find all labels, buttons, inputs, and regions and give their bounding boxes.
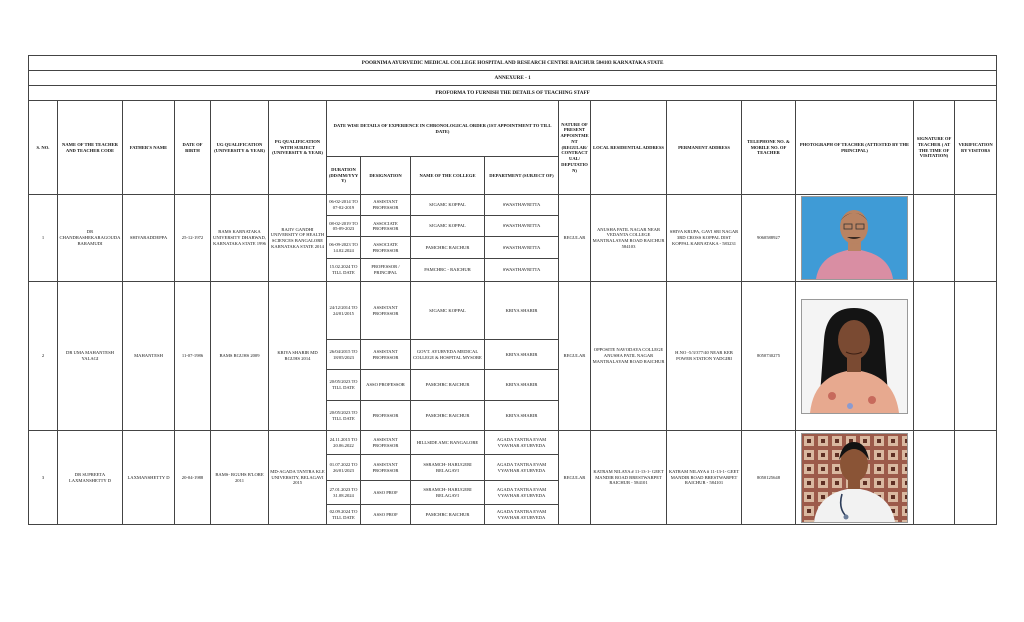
teacher-local-address: OPPOSITE NAVODAYA COLLEGE ANUSHA PATIL NAGAR MANTRALAYAM ROAD RAICHUR bbox=[591, 282, 667, 431]
exp-college: SJGAMC KOPPAL bbox=[411, 216, 485, 237]
teacher-name: DR SUPREETA LAXMANSHETTY D bbox=[58, 431, 123, 525]
header-college: NAME OF THE COLLEGE bbox=[411, 157, 485, 195]
signature-cell[interactable] bbox=[914, 195, 955, 282]
teacher-local-address: ANUSHA PATIL NAGAR NEAR VEDANTA COLLEGE MANTRALAYAM ROAD RAICHUR 584103 bbox=[591, 195, 667, 282]
teacher-ug: BAMS RGUHS 2009 bbox=[211, 282, 269, 431]
exp-college: GOVT. AYURVEDA MEDICAL COLLEGE & HOSPITAL MYSORE bbox=[411, 340, 485, 370]
exp-designation: ASSOCIATE PROFESSOR bbox=[361, 237, 411, 258]
teacher-photo bbox=[801, 299, 908, 414]
teacher-dob: 20-04-1988 bbox=[175, 431, 211, 525]
exp-duration: 20/05/2023 TO TILL DATE bbox=[327, 370, 361, 401]
exp-department: SWASTHAVRITTA bbox=[485, 237, 559, 258]
exp-duration: 02.09.2024 TO TILL DATE bbox=[327, 505, 361, 525]
teacher-photo-cell bbox=[796, 282, 914, 431]
header-duration: DURATION (DD/MM/YYYY) bbox=[327, 157, 361, 195]
header-phone: TELEPHONE NO. & MOBILE NO. OF TEACHER bbox=[742, 101, 796, 195]
exp-duration: 20/05/2023 TO TILL DATE bbox=[327, 401, 361, 431]
teacher-dob: 25-12-1972 bbox=[175, 195, 211, 282]
teacher-photo bbox=[801, 196, 908, 280]
exp-duration: 24/12/2014 TO 24/01/2015 bbox=[327, 282, 361, 340]
teacher-father: SHIVARADDEPPA bbox=[123, 195, 175, 282]
teacher-local-address: KATRAM NILAYA # 11-13-1- GEET MANDIR ROAD BRESTWARPET RAICHUR - 584101 bbox=[591, 431, 667, 525]
verification-cell[interactable] bbox=[955, 282, 997, 431]
exp-college: SSRAMCH- HARUGERI BELAGAVI bbox=[411, 455, 485, 481]
exp-department: AGADA TANTRA EVAM VYAVHAR AYURVEDA bbox=[485, 455, 559, 481]
exp-college: SJGAMC KOPPAL bbox=[411, 282, 485, 340]
exp-designation: ASSO PROF bbox=[361, 505, 411, 525]
exp-duration: 06-09-2023 TO 14.02.2024 bbox=[327, 237, 361, 258]
header-pg: PG QUALIFICATION WITH SUBJECT (UNIVERSITY & YEAR) bbox=[269, 101, 327, 195]
exp-college: SJGAMC KOPPAL bbox=[411, 195, 485, 216]
teacher-phone: 9060588927 bbox=[742, 195, 796, 282]
exp-college: PAMCHRC RAICHUR bbox=[411, 237, 485, 258]
teacher-ug: BAMS- RGUHS B'LORE 2011 bbox=[211, 431, 269, 525]
teacher-pg: KRIYA SHARIR MD RGUHS 2014 bbox=[269, 282, 327, 431]
exp-department: AGADA TANTRA EVAM VYAVHAR AYURVEDA bbox=[485, 481, 559, 505]
exp-duration: 27.01.2023 TO 31.08.2024 bbox=[327, 481, 361, 505]
teacher-permanent-address: H.NO -5/3/377/40 NEAR KEB POWER STATION YADGIRI bbox=[667, 282, 742, 431]
table-row bbox=[29, 195, 997, 216]
exp-designation: ASSISTANT PROFESSOR bbox=[361, 340, 411, 370]
header-name: NAME OF THE TEACHER AND TEACHER CODE bbox=[58, 101, 123, 195]
verification-cell[interactable] bbox=[955, 195, 997, 282]
proforma-title: PROFORMA TO FURNISH THE DETAILS OF TEACHING STAFF bbox=[29, 86, 997, 101]
exp-duration: 26/04/2015 TO 18/05/2023 bbox=[327, 340, 361, 370]
table-row bbox=[29, 282, 997, 340]
teacher-permanent-address: SHIVA KRUPA, GAVI SRI NAGAR 3RD CROSS KOPPAL DIST KOPPAL KARNATAKA - 583231 bbox=[667, 195, 742, 282]
exp-designation: ASSISTANT PROFESSOR bbox=[361, 195, 411, 216]
header-local-address: LOCAL RESIDENTIAL ADDRESS bbox=[591, 101, 667, 195]
header-verification: VERIFICATION BY VISITORS bbox=[955, 101, 997, 195]
header-nature: NATURE OF PRESENT APPOINTMENT (REGULAR/ CONTRACTUAL/ DEPUTATION) bbox=[559, 101, 591, 195]
teacher-photo-cell bbox=[796, 195, 914, 282]
teacher-name: DR UMA MAHANTESH YALAGI bbox=[58, 282, 123, 431]
teacher-nature: REGULAR bbox=[559, 431, 591, 525]
teacher-ug: BAMS KARNATAKA UNIVERSITY DHARWAD, KARNATAKA STATE 1996 bbox=[211, 195, 269, 282]
exp-department: AGADA TANTRA EVAM VYAVHAR AYURVEDA bbox=[485, 505, 559, 525]
exp-designation: PROFESSOR / PRINCIPAL bbox=[361, 258, 411, 281]
signature-cell[interactable] bbox=[914, 431, 955, 525]
header-dob: DATE OF BIRTH bbox=[175, 101, 211, 195]
exp-college: PAMCHRC - RAICHUR bbox=[411, 258, 485, 281]
header-father: FATHER'S NAME bbox=[123, 101, 175, 195]
teacher-pg: RAJIV GANDHI UNIVERSITY OF HEALTH SCIENCES BANGALORE KARNATAKA STATE 2014 bbox=[269, 195, 327, 282]
teacher-photo bbox=[801, 433, 908, 523]
exp-designation: PROFESSOR bbox=[361, 401, 411, 431]
header-experience: DATE WISE DETAILS OF EXPERIENCE IN CHRONOLOGICAL ORDER (1ST APPOINTMENT TO TILL DATE) bbox=[327, 101, 559, 157]
exp-designation: ASSISTANT PROFESSOR bbox=[361, 282, 411, 340]
exp-designation: ASSO PROFESSOR bbox=[361, 370, 411, 401]
teacher-name: DR CHANDRASHEKARAGOUDA BARAMUDI bbox=[58, 195, 123, 282]
teacher-nature: REGULAR bbox=[559, 195, 591, 282]
signature-cell[interactable] bbox=[914, 282, 955, 431]
teacher-father: LAXMANSHETTY D bbox=[123, 431, 175, 525]
exp-college: HILLSIDE AMC BANGALORE bbox=[411, 431, 485, 455]
exp-designation: ASSO PROF bbox=[361, 481, 411, 505]
verification-cell[interactable] bbox=[955, 431, 997, 525]
exp-duration: 08-02-2019 TO 05-09-2023 bbox=[327, 216, 361, 237]
header-designation: DESIGNATION bbox=[361, 157, 411, 195]
teacher-sno: 3 bbox=[29, 431, 58, 525]
exp-department: KRIYA SHARIR bbox=[485, 282, 559, 340]
exp-college: SSRAMCH- HARUGERI BELAGAVI bbox=[411, 481, 485, 505]
exp-designation: ASSOCIATE PROFESSOR bbox=[361, 216, 411, 237]
header-department: DEPARTMENT (SUBJECT OF) bbox=[485, 157, 559, 195]
exp-department: SWASTHAVRITTA bbox=[485, 195, 559, 216]
header-sno: S. NO. bbox=[29, 101, 58, 195]
table-row bbox=[29, 431, 997, 455]
exp-department: SWASTHAVRITTA bbox=[485, 216, 559, 237]
exp-college: PAMCHRC RAICHUR bbox=[411, 401, 485, 431]
header-photo: PHOTOGRAPH OF TEACHER (ATTESTED BY THE PRINCIPAL) bbox=[796, 101, 914, 195]
teacher-father: MAHANTESH bbox=[123, 282, 175, 431]
institution-title: POORNIMA AYURVEDIC MEDICAL COLLEGE HOSPITAL AND RESEARCH CENTRE RAICHUR 584103 KARNATAKA STATE bbox=[29, 56, 997, 71]
teacher-sno: 1 bbox=[29, 195, 58, 282]
header-ug: UG QUALIFICATION (UNIVERSITY & YEAR) bbox=[211, 101, 269, 195]
exp-duration: 24.11.2015 TO 20.06.2022 bbox=[327, 431, 361, 455]
teacher-phone: 8050125648 bbox=[742, 431, 796, 525]
teacher-phone: 8050730275 bbox=[742, 282, 796, 431]
teaching-staff-table bbox=[28, 55, 997, 525]
teacher-pg: MD-AGADA TANTRA KLE UNIVERSITY, BELAGAVI 2015 bbox=[269, 431, 327, 525]
teacher-dob: 11-07-1986 bbox=[175, 282, 211, 431]
exp-department: KRIYA SHARIR bbox=[485, 340, 559, 370]
teacher-photo-cell bbox=[796, 431, 914, 525]
exp-department: KRIYA SHARIR bbox=[485, 370, 559, 401]
exp-designation: ASSISTANT PROFESSOR bbox=[361, 431, 411, 455]
exp-college: PAMCHRC RAICHUR bbox=[411, 505, 485, 525]
exp-duration: 01.07.2022 TO 26/01/2023 bbox=[327, 455, 361, 481]
annexure-label: ANNEXURE - 1 bbox=[29, 71, 997, 86]
header-permanent-address: PERMANENT ADDRESS bbox=[667, 101, 742, 195]
teacher-permanent-address: KATRAM NILAYA # 11-13-1- GEET MANDIR ROAD BRESTWARPET RAICHUR - 584101 bbox=[667, 431, 742, 525]
exp-department: SWASTHAVRITTA bbox=[485, 258, 559, 281]
exp-college: PAMCHRC RAICHUR bbox=[411, 370, 485, 401]
header-signature: SIGNATURE OF TEACHER ( AT THE TIME OF VISITATION) bbox=[914, 101, 955, 195]
teacher-nature: REGULAR bbox=[559, 282, 591, 431]
exp-department: KRIYA SHARIR bbox=[485, 401, 559, 431]
exp-designation: ASSISTANT PROFESSOR bbox=[361, 455, 411, 481]
exp-department: AGADA TANTRA EVAM VYAVHAR AYURVEDA bbox=[485, 431, 559, 455]
teacher-sno: 2 bbox=[29, 282, 58, 431]
exp-duration: 15.02.2024 TO TILL DATE bbox=[327, 258, 361, 281]
exp-duration: 06-02-2014 TO 07-02-2019 bbox=[327, 195, 361, 216]
